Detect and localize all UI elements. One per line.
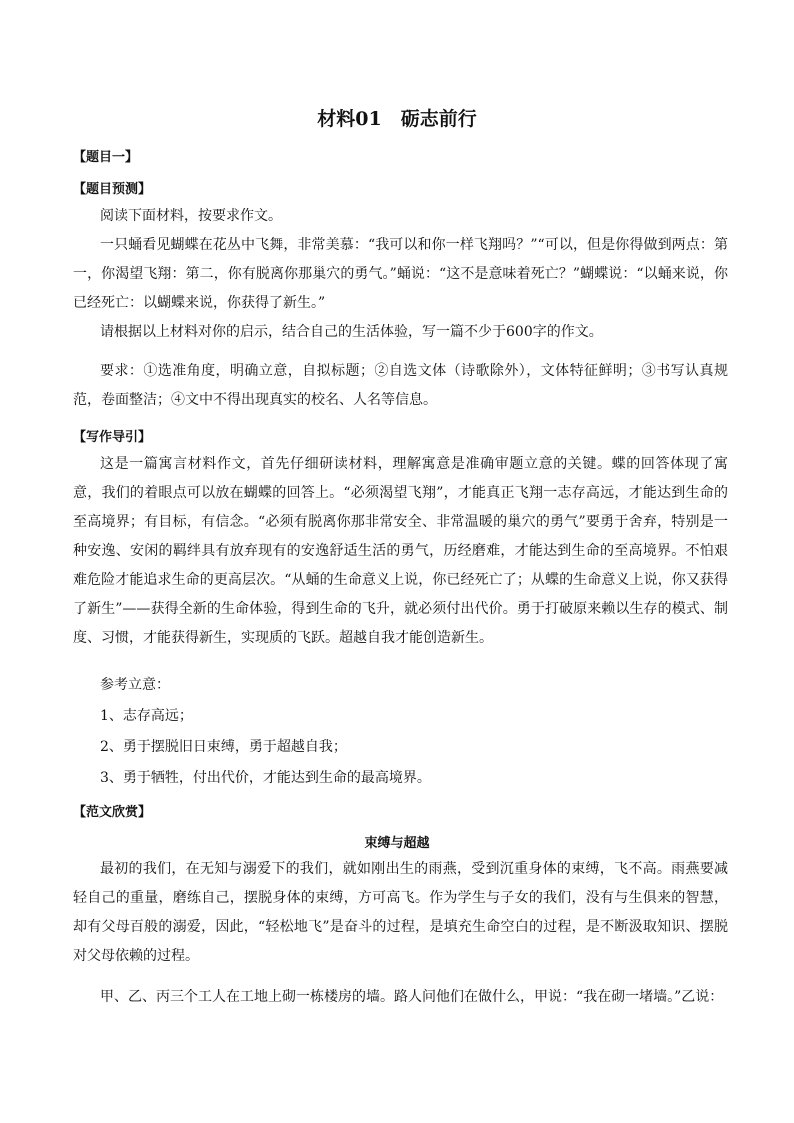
guide-reference-heading: 参考立意： <box>100 677 170 693</box>
section-label-guide: 【写作导引】 <box>73 430 152 445</box>
prediction-requirements: 要求：①选准角度，明确立意，自拟标题；②自选文体（诗歌除外），文体特征鲜明；③书写认真规范，卷面整洁；④文中不得出现真实的校名、人名等信息。 <box>73 363 728 408</box>
prediction-instruction: 请根据以上材料对你的启示，结合自己的生活体验，写一篇不少于600字的作文。 <box>100 324 603 340</box>
essay-paragraph-1: 最初的我们，在无知与溺爱下的我们，就如刚出生的雨燕，受到沉重身体的束缚，飞不高。雨燕要减轻自己的重量，磨练自己，摆脱身体的束缚，方可高飞。作为学生与子女的我们，没有与生俱来的智慧，却有父母百般的溺爱，因此，“轻松地飞”是奋斗的过程，是填充生命空白的过程，是不断汲取知识、摆脱对父母依赖的过程。 <box>73 861 728 964</box>
guide-reference-2: 2、勇于摆脱旧日束缚，勇于超越自我； <box>100 739 347 755</box>
section-label-prediction: 【题目预测】 <box>73 182 152 197</box>
prediction-intro: 阅读下面材料，按要求作文。 <box>100 208 282 224</box>
page-title: 材料01 砺志前行 <box>317 108 477 130</box>
essay-title: 束缚与超越 <box>364 836 430 851</box>
prediction-material: 一只蛹看见蝴蝶在花丛中飞舞，非常美慕：“我可以和你一样飞翔吗？”“可以，但是你得做到两点：第一，你渴望飞翔：第二，你有脱离你那巢穴的勇气。”蛹说：“这不是意味着死亡？”蝴蝶说：“以蛹来说，你已经死亡：以蝴蝶来说，你获得了新生。” <box>73 237 728 311</box>
section-label-topic: 【题目一】 <box>73 150 139 165</box>
section-label-sample: 【范文欣赏】 <box>73 805 152 820</box>
guide-body: 这是一篇寓言材料作文，首先仔细研读材料，理解寓意是准确审题立意的关键。蝶的回答体现了寓意，我们的着眼点可以放在蝴蝶的回答上。“必须渴望飞翔”，才能真正飞翔一志存高远，才能达到生命的至高境界；有目标，有信念。“必须有脱离你那非常安全、非常温暖的巢穴的勇气”要勇于舍弃，特别是一种安逸、安闲的羁绊具有放弃现有的安逸舒适生活的勇气，历经磨难，才能达到生命的至高境界。不怕艰难危险才能追求生命的更高层次。“从蛹的生命意义上说，你已经死亡了；从蝶的生命意义上说，你又获得了新生”——获得全新的生命体验，得到生命的飞升，就必须付出代价。勇于打破原来赖以生存的模式、制度、习惯，才能获得新生，实现质的飞跃。超越自我才能创造新生。 <box>73 456 728 646</box>
guide-reference-1: 1、志存高远； <box>100 708 193 724</box>
essay-paragraph-2: 甲、乙、丙三个工人在工地上砌一栋楼房的墙。路人问他们在做什么，甲说：“我在砌一堵墙。”乙说： <box>100 989 724 1005</box>
guide-reference-3: 3、勇于牺牲，付出代价，才能达到生命的最高境界。 <box>100 770 431 786</box>
